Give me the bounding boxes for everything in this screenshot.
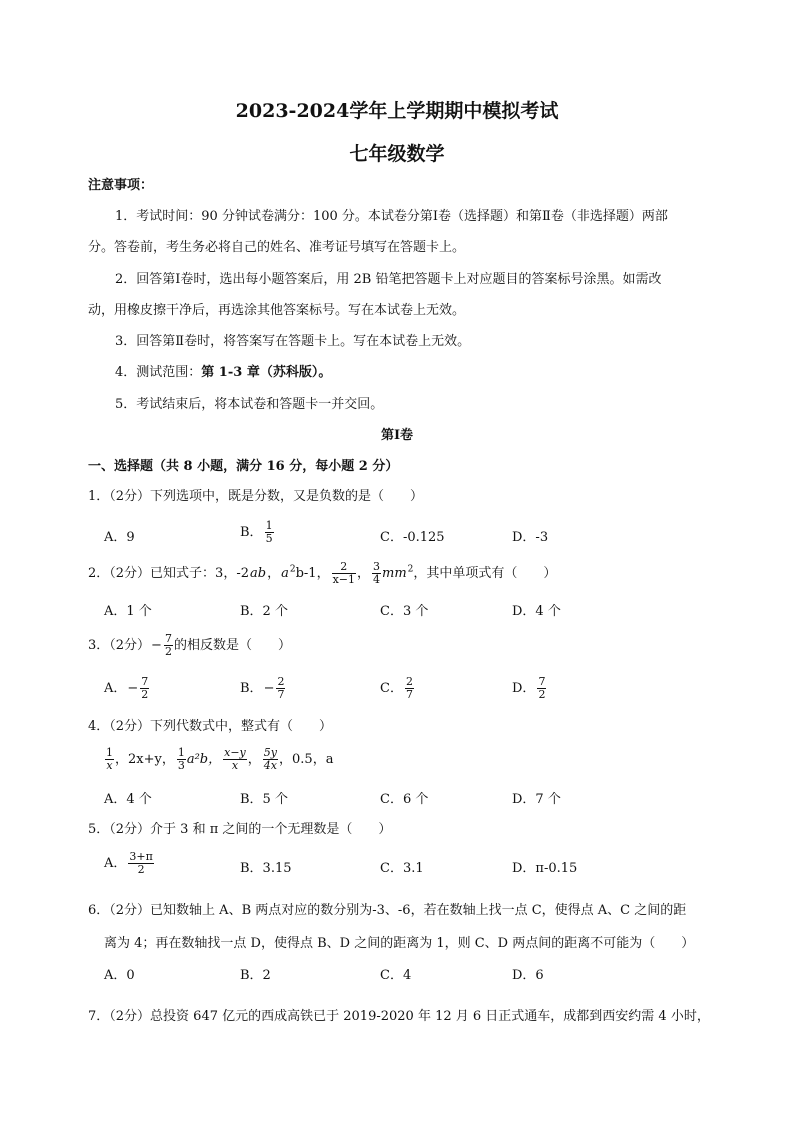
q6-option-d: D．6 [512, 968, 544, 983]
q3-num: 7 [164, 632, 172, 645]
q3-a-num: 7 [141, 675, 149, 688]
q3-option-d [512, 676, 547, 701]
q5-option-a [104, 851, 155, 876]
q3-a-fraction [140, 676, 149, 701]
q2-f2-den: 4 [373, 573, 381, 586]
page-subtitle: 七年级数学 [349, 143, 445, 165]
q4-e3-den: 3 [177, 759, 185, 772]
q2-ab: ab [249, 565, 267, 581]
notice-item-2-line-2: 动，用橡皮擦干净后，再选涂其他答案标号。写在本试卷上无效。 [88, 303, 466, 318]
q3-option-a [104, 676, 150, 701]
q3-d-num: 7 [538, 675, 546, 688]
q6-option-c: C．4 [380, 968, 412, 983]
q4-e4-den: x [231, 759, 239, 772]
notice-item-4 [115, 365, 331, 381]
notice-item-5: 5．考试结束后，将本试卷和答题卡一并交回。 [115, 397, 384, 412]
page-title: 2023-2024学年上学期期中模拟考试 [235, 100, 559, 122]
q5-a-fraction [128, 851, 153, 876]
q4-option-d: D．7 个 [512, 792, 561, 807]
q4-expressions [104, 747, 334, 772]
q4-e3-tail: a²b， [186, 751, 222, 767]
notice-item-1-line-1: 1．考试时间：90 分钟试卷满分：100 分。本试卷分第Ⅰ卷（选择题）和第Ⅱ卷（非选择题）两部 [115, 209, 668, 224]
q1-b-label: B． [240, 524, 263, 540]
q3-d-fraction [537, 676, 546, 701]
notice-item-4-scope: 第 1-3 章（苏科版）。 [201, 365, 332, 380]
q4-expr-4 [223, 747, 247, 772]
q4-expr-3 [177, 747, 186, 772]
q3-b-label: B． [240, 680, 263, 696]
q5-a-num: 3+π [129, 850, 153, 863]
q3-fraction [164, 633, 173, 658]
q2-prefix: 2．（2分）已知式子：3，-2 [88, 565, 249, 581]
q2-f1-num: 2 [332, 561, 356, 574]
q2-suffix: ，其中单项式有（ ） [413, 565, 557, 581]
q1-b-fraction [265, 520, 274, 545]
q4-option-c: C．6 个 [380, 792, 429, 807]
notice-item-1-line-2: 分。答卷前，考生务必将自己的姓名、准考证号填写在答题卡上。 [88, 240, 466, 255]
q2-b1: b-1， [295, 565, 330, 581]
q1-b-num: 1 [265, 519, 273, 532]
q4-e3-num: 1 [177, 746, 185, 759]
q3-prefix: 3．（2分） [88, 637, 151, 653]
q4-expr-1 [105, 747, 114, 772]
q3-minus: − [151, 637, 162, 653]
q3-b-den: 7 [277, 688, 285, 701]
q1-option-c: C．-0.125 [380, 530, 445, 545]
question-5-stem: 5．（2分）介于 3 和 π 之间的一个无理数是（ ） [88, 822, 392, 837]
question-2-stem [88, 561, 557, 586]
q1-option-d: D．-3 [512, 530, 549, 545]
q4-e5-den: 4x [263, 759, 277, 772]
q3-a-label: A． [104, 680, 127, 696]
q2-fraction-2 [372, 561, 381, 586]
question-6-line-2: 离为 4；再在数轴找一点 D，使得点 B、D 之间的距离为 1，则 C、D 两点间的距离不可能为（ ） [104, 936, 695, 951]
q3-d-label: D． [512, 680, 536, 696]
question-4-stem: 4．（2分）下列代数式中，整式有（ ） [88, 719, 333, 734]
q3-den: 2 [164, 645, 172, 658]
question-1-stem: 1．（2分）下列选项中，既是分数，又是负数的是（ ） [88, 489, 424, 504]
notice-item-2-line-1: 2．回答第Ⅰ卷时，选出每小题答案后，用 2B 铅笔把答题卡上对应题目的答案标号涂黑。如需改 [115, 272, 662, 287]
q3-d-den: 2 [538, 688, 546, 701]
section-heading: 一、选择题（共 8 小题，满分 16 分，每小题 2 分） [88, 459, 399, 474]
q3-option-c [380, 676, 415, 701]
q1-b-den: 5 [265, 532, 273, 545]
question-6-line-1: 6．（2分）已知数轴上 A、B 两点对应的数分别为-3、-6，若在数轴上找一点 C，使得点 A、C 之间的距 [88, 903, 687, 918]
q2-f1-den: x−1 [332, 573, 355, 586]
q3-c-den: 7 [405, 688, 413, 701]
question-7-line-1: 7．（2分）总投资 647 亿元的西成高铁已于 2019-2020 年 12 月 6 日正式通车，成都到西安约需 4 小时， [88, 1009, 710, 1024]
q2-sep2: ， [357, 565, 371, 581]
q1-option-a: A．9 [104, 530, 135, 545]
q3-c-fraction [405, 676, 414, 701]
q3-b-fraction [276, 676, 285, 701]
q2-mm-sup: 2 [407, 564, 414, 575]
notice-item-3: 3．回答第Ⅱ卷时，将答案写在答题卡上。写在本试卷上无效。 [115, 334, 471, 349]
q5-a-label: A． [104, 855, 127, 871]
notice-heading: 注意事项： [88, 178, 154, 193]
q3-a-den: 2 [141, 688, 149, 701]
q5-option-c: C．3.1 [380, 861, 424, 876]
question-3-stem [88, 633, 292, 658]
q3-option-b [240, 676, 286, 701]
q2-mm: mm [382, 565, 407, 581]
q1-option-b [240, 520, 275, 545]
q4-e1-den: x [106, 759, 113, 772]
q2-option-a: A．1 个 [104, 604, 152, 619]
q3-a-minus: − [127, 680, 139, 696]
q3-suffix: 的相反数是（ ） [173, 637, 291, 653]
q3-b-num: 2 [277, 675, 285, 688]
q5-option-d: D．π-0.15 [512, 861, 578, 876]
q4-expr-2: ，2x+y， [115, 751, 175, 767]
q3-c-num: 2 [405, 675, 413, 688]
q2-a: a [281, 565, 289, 581]
q2-sep1: ， [267, 565, 281, 581]
q2-sup: 2 [289, 564, 296, 575]
q4-e1-num: 1 [106, 746, 113, 759]
q4-option-a: A．4 个 [104, 792, 152, 807]
q6-option-b: B．2 [240, 968, 271, 983]
q2-option-d: D．4 个 [512, 604, 561, 619]
volume-label: 第Ⅰ卷 [380, 428, 414, 443]
q3-c-label: C． [380, 680, 403, 696]
q5-a-den: 2 [137, 863, 145, 876]
q2-option-b: B．2 个 [240, 604, 288, 619]
q5-option-b: B．3.15 [240, 861, 292, 876]
q2-option-c: C．3 个 [380, 604, 429, 619]
q2-fraction-1 [332, 561, 356, 586]
q4-sep: ， [247, 751, 261, 767]
q3-b-minus: − [263, 680, 275, 696]
q4-expr-6: ，0.5，a [279, 751, 334, 767]
notice-item-4-prefix: 4．测试范围： [115, 365, 202, 380]
q4-e4-num: x−y [224, 746, 246, 759]
q4-expr-5 [263, 747, 278, 772]
q4-option-b: B．5 个 [240, 792, 288, 807]
q6-option-a: A．0 [104, 968, 135, 983]
q2-f2-num: 3 [373, 560, 381, 573]
q4-e5-num: 5y [263, 746, 278, 759]
